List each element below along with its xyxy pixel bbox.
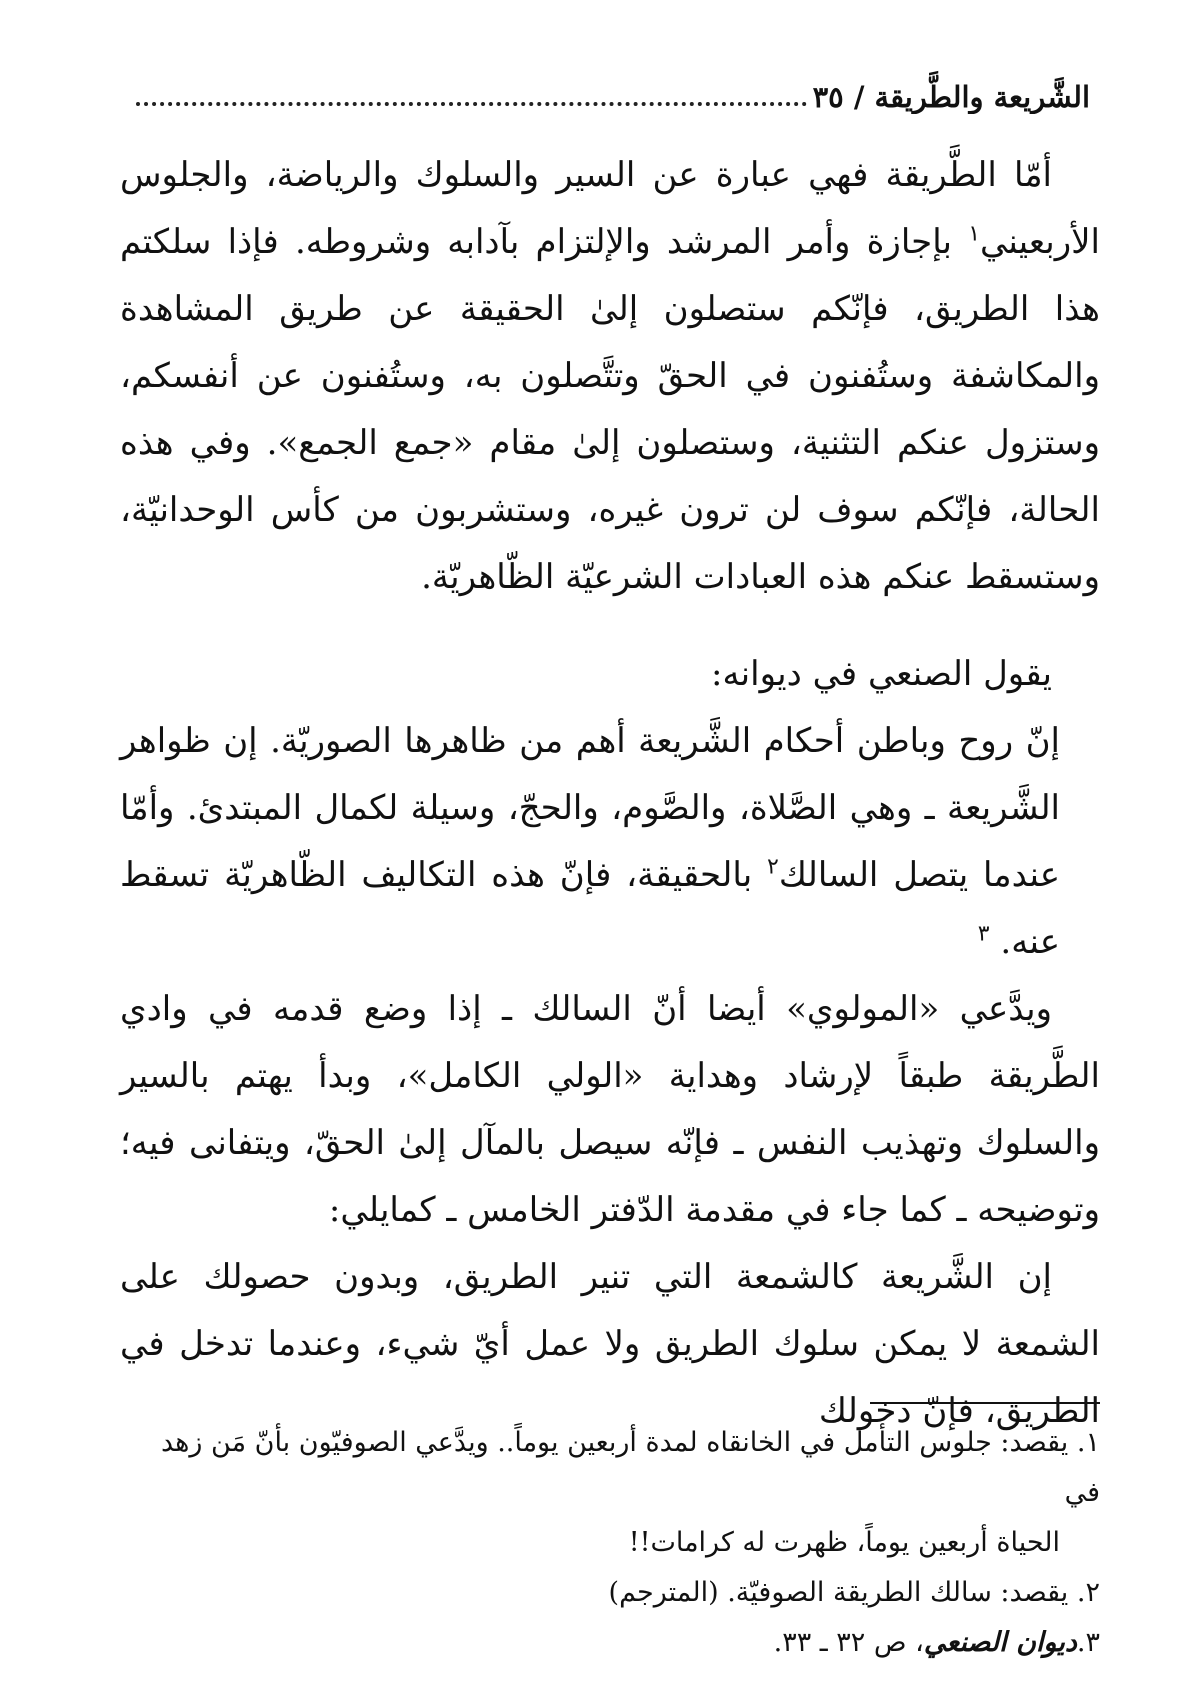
footnote-2 — [120, 1568, 1100, 1618]
body-text — [120, 142, 1100, 1445]
running-header — [130, 66, 1090, 114]
header-dot-leader — [136, 102, 807, 106]
paragraph-candle: إن الشَّريعة كالشمعة التي تنير الطريق، وبدون حصولك على الشمعة لا يمكن سلوك الطريق ولا عمل أيّ شيء، وعندما تدخل في الطريق، فإنّ دخولك — [120, 1257, 1100, 1431]
footnote-3 — [120, 1618, 1100, 1668]
paragraph-tariqa-start: أمّا الطَّريقة فهي عبارة عن السير والسلوك والرياضة، والجلوس الأربعيني — [120, 155, 1100, 262]
footnote-2-number: ٢. — [1076, 1577, 1100, 1608]
quote-sanai-rest: بالحقيقة، فإنّ هذه التكاليف الظّاهريّة تسقط عنه. — [120, 855, 1060, 962]
footnote-2-text: يقصد: سالك الطريقة الصوفيّة. (المترجم) — [608, 1577, 1069, 1608]
footnote-ref-1[interactable]: ١ — [968, 221, 981, 247]
quote-sanai — [120, 708, 1060, 976]
paragraph-mawlawi: ويدَّعي «المولوي» أيضا أنّ السالك ـ إذا وضع قدمه في وادي الطَّريقة طبقاً لإرشاد وهداية «الولي الكامل»، وبدأ يهتم بالسير والسلوك وتهذيب النفس ـ فإنّه سيصل بالمآل إلىٰ الحقّ، ويتفانى فيه؛ وتوضيحه ـ كما جاء في مقدمة الدّفتر الخامس ـ كمايلي: — [120, 989, 1100, 1230]
footnote-1 — [120, 1418, 1100, 1518]
paragraph-sanai-intro: يقول الصنعي في ديوانه: — [711, 654, 1052, 694]
footnotes — [120, 1418, 1100, 1668]
paragraph-tariqa-rest: بإجازة وأمر المرشد والإلتزام بآدابه وشروطه. فإذا سلكتم هذا الطريق، فإنّكم ستصلون إلىٰ الحقيقة عن طريق المشاهدة والمكاشفة وستُفنون في الحقّ وتتَّصلون به، وستُفنون عن أنفسكم، وستزول عنكم التثنية، وستصلون إلىٰ مقام «جمع الجمع». وفي هذه الحالة، فإنّكم سوف لن ترون غيره، وستشربون من كأس الوحدانيّة، وستسقط عنكم هذه العبادات الشرعيّة الظّاهريّة. — [120, 222, 1100, 597]
paragraph-tariqa — [120, 142, 1100, 611]
footnote-ref-2[interactable]: ٢ — [767, 854, 779, 880]
footnote-3-number: ٣. — [1076, 1627, 1100, 1658]
running-title: الشَّريعة والطَّريقة / ٣٥ — [812, 80, 1090, 114]
footnote-ref-3[interactable]: ٣ — [977, 921, 990, 947]
footnote-3-book-title: ديوان الصنعي — [923, 1627, 1077, 1658]
footnote-1-number: ١. — [1076, 1427, 1100, 1458]
footnote-divider — [870, 1402, 1100, 1404]
footnote-1-continued: الحياة أربعين يوماً، ظهرت له كرامات!! — [628, 1527, 1060, 1558]
footnote-1-text: يقصد: جلوس التأمل في الخانقاه لمدة أربعين يوماً.. ويدَّعي الصوفيّون بأنّ مَن زهد في — [161, 1427, 1100, 1508]
footnote-3-text: ، ص ٣٢ ـ ٣٣. — [773, 1627, 924, 1658]
quote-sanai-start: إنّ روح وباطن أحكام الشَّريعة أهم من ظاهرها الصوريّة. إن ظواهر الشَّريعة ـ وهي الصَّلاة، والصَّوم، والحجّ، وسيلة لكمال المبتدئ. وأمّا عندما يتصل السالك — [120, 721, 1061, 895]
